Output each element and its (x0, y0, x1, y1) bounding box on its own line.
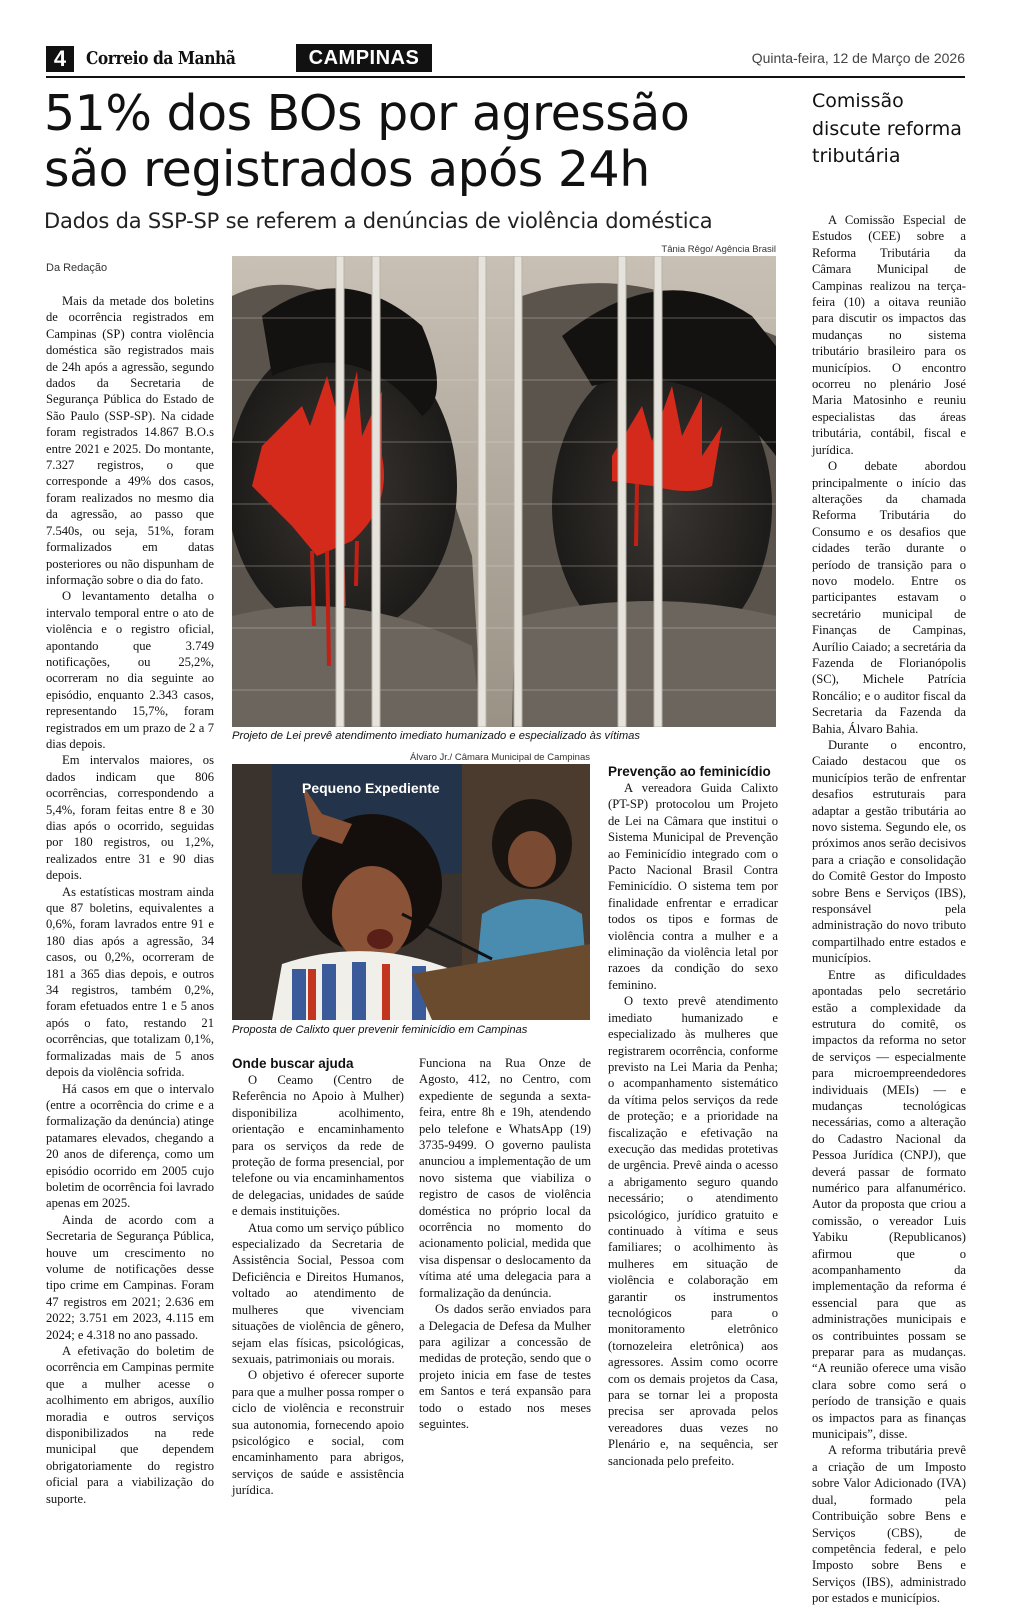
sidebar-title: Comissão discute reforma tributária (812, 90, 962, 167)
help-column-b (419, 1055, 591, 1432)
headline: 51% dos BOs por agressão são registrados após 24h (44, 85, 690, 198)
article-column-1 (46, 293, 214, 1507)
speaker-photo (232, 764, 590, 1020)
byline: Da Redação (46, 262, 108, 274)
paragraph: Em intervalos maiores, os dados indicam que 806 ocorrências, correspondendo a 5,4%, foram feitas entre 8 e 30 dias após o ocorrido, seguidas por 180 registros, ou 1,2%, realizados entre 31 e 90 dias depois. (46, 753, 214, 883)
prevention-column (608, 763, 778, 1469)
paragraph: A vereadora Guida Calixto (PT-SP) protocolou um Projeto de Lei na Câmara que institui o Sistema Municipal de Prevenção ao Feminicídio integrado com o Pacto Nacional Brasil Contra Feminicídio. O sistema tem por finalidade enfrentar e erradicar todos os tipos e formas de violência contra a mulher e a eliminação da violência letal por razoes da condição do sexo feminino. (608, 781, 778, 992)
paragraph: Ainda de acordo com a Secretaria de Segurança Pública, houve um crescimento no volume de notificações desse tipo crime em Campinas. Foram 47 registros em 2021; 2.636 em 2022; 3.751 em 2023, 4.115 em 2024; e 4.318 no ano passado. (46, 1212, 214, 1342)
paragraph: O levantamento detalha o intervalo temporal entre o ato de violência e o registro oficial, apontando que 3.749 notificações, ou 25,2%, ocorreram no dia seguinte ao episódio, enquanto 2.343 casos, representando 15,7%, foram registrados em um prazo de 2 a 7 dias depois. (46, 589, 214, 751)
photo-caption: Proposta de Calixto quer prevenir feminicídio em Campinas (232, 1024, 528, 1036)
speaker-photo-graphic (232, 764, 590, 1020)
paragraph: Funciona na Rua Onze de Agosto, 412, no Centro, com expediente de segunda a sexta-feira, entre 8h e 19h, atendendo pelo telefone e WhatsApp (19) 3735-9499. O governo paulista anunciou a implementação de um novo sistema que viabiliza o registro de casos de violência doméstica no próprio local da ocorrência no momento do acionamento policial, medida que visa dispensar o deslocamento da vítima até uma delegacia para a formalização da denúncia. (419, 1056, 591, 1300)
art-photo (232, 256, 776, 727)
paragraph: O texto prevê atendimento imediato humanizado e especializado às mulheres que registrarem ocorrência, conforme previsto na Lei Maria da Penha; o acompanhamento sistemático da vítima pelos serviços da rede de proteção; e a prioridade na fiscalização e efetivação na execução das medidas protetivas de urgência. Prevê ainda o acesso a abrigamento seguro quando necessário; o atendimento psicológico, jurídico gratuito e continuado à vítima e seus familiares; o acolhimento às mulheres em situação de violência e colaboração em garantir os instrumentos tecnológicos para o monitoramento eletrônico (tornozeleira eletrônica) aos agressores. Assim como ocorre com os demais projetos da Casa, para se tornar lei a proposta precisa ser aprovada pelos vereadores duas vezes no Plenário e, na sequência, ser sancionada pelo prefeito. (608, 994, 778, 1468)
paragraph: O debate abordou principalmente o início das alterações da chamada Reforma Tributária do Consumo e os desafios que cidades terão durante o período de transição para o novo modelo. Entre os participantes estavam o secretário municipal de Finanças de Campinas, Aurílio Caiado; a secretária da Fazenda de Florianópolis (SC), Michele Patrícia Roncálio; e o auditor fiscal da Secretaria da Fazenda da Bahia, Álvaro Bahia. (812, 459, 966, 736)
help-column-a (232, 1055, 404, 1499)
issue-date: Quinta-feira, 12 de Março de 2026 (751, 50, 965, 66)
paragraph: Os dados serão enviados para a Delegacia de Defesa da Mulher para agilizar a concessão de medidas de proteção, sendo que o projeto inicia em fase de testes em Santos e terá expansão para todo o estado nos meses seguintes. (419, 1302, 591, 1431)
section-label: CAMPINAS (296, 44, 432, 72)
art-photo-graphic (232, 256, 776, 727)
photo-credit: Álvaro Jr./ Câmara Municipal de Campinas (409, 752, 590, 763)
paragraph: A Comissão Especial de Estudos (CEE) sobre a Reforma Tributária da Câmara Municipal de Campinas realizou na terça-feira (10) a oitava reunião para discutir os impactos das mudanças no sistema tributário brasileiro para os municípios. O encontro ocorreu no plenário José Maria Matosinho e reuniu especialistas das áreas tributária, contábil, fiscal e jurídica. (812, 213, 966, 457)
help-title: Onde buscar ajuda (232, 1056, 354, 1071)
paragraph: Há casos em que o intervalo (entre a ocorrência do crime e a formalização da denúncia) atinge patamares elevados, chegando a 20 anos de diferença, como um episódio ocorrido em 2005 cujo boletim de ocorrência foi lavrado apenas em 2025. (46, 1081, 214, 1211)
header-rule (46, 76, 965, 78)
paragraph: Mais da metade dos boletins de ocorrência registrados em Campinas (SP) contra violência doméstica são registrados mais de 24h após a agressão, segundo dados da Secretaria de Segurança Pública do Estado de São Paulo (SSP-SP). Na cidade foram registrados 14.867 B.O.s entre 2021 e 2025. Do montante, 7.327 registros, o que corresponde a 49% dos casos, foram realizados no mesmo dia da agressão, ao passo que 7.540s, ou seja, 51%, foram formalizados em datas posteriores ou não dispunham de informação sobre o dia do fato. (46, 294, 214, 587)
paragraph: O Ceamo (Centro de Referência no Apoio à Mulher) disponibiliza acolhimento, orientação e encaminhamento para os serviços da rede de proteção de forma presencial, por telefone ou via encaminhamentos de delegacias, unidades de saúde e demais instituições. (232, 1073, 404, 1219)
page-number: 4 (46, 46, 74, 72)
paragraph: A reforma tributária prevê a criação de um Imposto sobre Valor Adicionado (IVA) dual, formado pela Contribuição sobre Bens e Serviços (CBS), de competência federal, e pelo Imposto sobre Bens e Serviços (IBS), administrado por estados e municípios. (812, 1443, 966, 1606)
sidebar-column (812, 212, 966, 1607)
room-sign: Pequeno Expediente (302, 780, 440, 796)
paragraph: Durante o encontro, Caiado destacou que os municípios terão de enfrentar desafios estruturais para adaptar a gestão tributária ao novo sistema. Segundo ele, os próximos anos serão decisivos para a criação e consolidação do Comitê Gestor do Imposto sobre Bens e Serviços (IBS), responsável pela administração do novo tributo compartilhado entre estados e municípios. (812, 738, 966, 966)
photo-credit: Tânia Rêgo/ Agência Brasil (661, 244, 776, 255)
paragraph: A efetivação do boletim de ocorrência em Campinas permite que a mulher acesse o acolhimento em abrigos, auxílio moradia e outros serviços disponibilizados na rede municipal que dependem obrigatoriamente do registro oficial para a viabilização do suporte. (46, 1344, 214, 1506)
photo-caption: Projeto de Lei prevê atendimento imediato humanizado e especializado às vítimas (232, 730, 640, 742)
paragraph: O objetivo é oferecer suporte para que a mulher possa romper o ciclo de violência e reconstruir sua autonomia, fornecendo apoio psicológico e social, com encaminhamento para abrigos, serviços de saúde e assistência jurídica. (232, 1368, 404, 1498)
paragraph: Atua como um serviço público especializado da Secretaria de Assistência Social, Pessoa com Deficiência e Direitos Humanos, voltado ao atendimento de mulheres que vivenciam situações de violência de gênero, sejam elas físicas, psicológicas, sexuais, patrimoniais ou morais. (232, 1220, 404, 1366)
subheadline: Dados da SSP-SP se referem a denúncias de violência doméstica (44, 209, 713, 233)
paragraph: As estatísticas mostram ainda que 87 boletins, equivalentes a 0,6%, foram lavrados entre 91 e 180 dias após a agressão, 34 casos, ou 0,2%, ocorreram de 181 a 365 dias depois, e outros 34 registros, também 0,2%, foram efetuados entre 1 e 5 anos após o fato, restando 21 ocorrências, que totalizam 0,1%, formalizadas mais de 5 anos depois da violência sofrida. (46, 884, 214, 1080)
prevention-title: Prevenção ao feminicídio (608, 764, 771, 779)
newspaper-logo: Correio da Manhã (86, 48, 236, 69)
paragraph: Entre as dificuldades apontadas pelo secretário estão a complexidade da estrutura do comitê, os impactos da reforma no setor de serviços — especialmente para microempreendedores individuais (MEIs) — e mudanças tecnológicas necessárias, como a alteração do Cadastro Nacional da Pessoa Jurídica (CNPJ), que deverá passar de formato numérico para alfanumérico. Autor da proposta que criou a comissão, o vereador Luis Yabiku (Republicanos) afirmou que o acompanhamento da implementação da reforma é essencial para que as administrações municipais e os contribuintes possam se preparar para as mudanças. “A reunião oferece uma visão clara sobre como será o período de transição e quais os impactos para as finanças municipais”, disse. (812, 967, 966, 1442)
